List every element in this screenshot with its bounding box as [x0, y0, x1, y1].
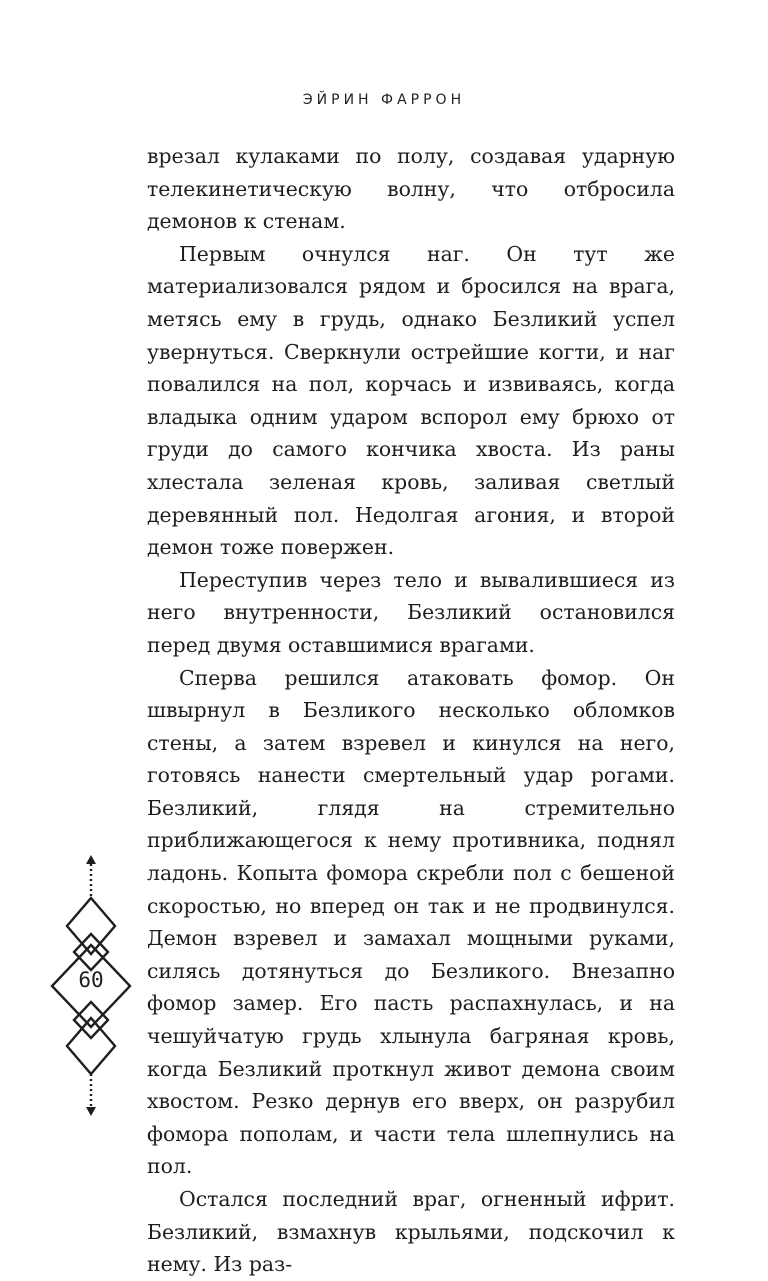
paragraph-1: врезал кулаками по полу, создавая ударную телекинетическую волну, что отбросила демонов к стенам.	[147, 144, 675, 234]
body-text	[147, 140, 675, 1281]
page-number: 60	[78, 968, 104, 992]
paragraph-3: Переступив через тело и вывалившиеся из него внутренности, Безликий остановился перед двумя оставшимися врагами.	[147, 567, 675, 657]
running-head: ЭЙРИН ФАРРОН	[302, 92, 466, 108]
page-number-ornament	[50, 852, 132, 1122]
paragraph-2: Первым очнулся наг. Он тут же материализовался рядом и бросился на врага, метясь ему в грудь, однако Безликий успел увернуться. Сверкнули острейшие когти, и наг повалился на пол, корчась и извиваясь, когда владыка одним ударом вспорол ему брюхо от груди до самого кончика хвоста. Из раны хлестала зеленая кровь, заливая светлый деревянный пол. Недолгая агония, и второй демон тоже повержен.	[147, 241, 675, 560]
paragraph-5: Остался последний враг, огненный ифрит. Безликий, взмахнув крыльями, подскочил к нему. Из раз-	[147, 1187, 675, 1277]
paragraph-4: Сперва решился атаковать фомор. Он швырнул в Безликого несколько обломков стены, а затем взревел и кинулся на него, готовясь нанести смертельный удар рогами. Безликий, глядя на стремительно приближающегося к нему противника, поднял ладонь. Копыта фомора скребли пол с бешеной скоростью, но вперед он так и не продвинулся. Демон взревел и замахал мощными руками, силясь дотянуться до Безликого. Внезапно фомор замер. Его пасть распахнулась, и на чешуйчатую грудь хлынула багряная кровь, когда Безликий проткнул живот демона своим хвостом. Резко дернув его вверх, он разрубил фомора пополам, и части тела шлепнулись на пол.	[147, 665, 675, 1179]
